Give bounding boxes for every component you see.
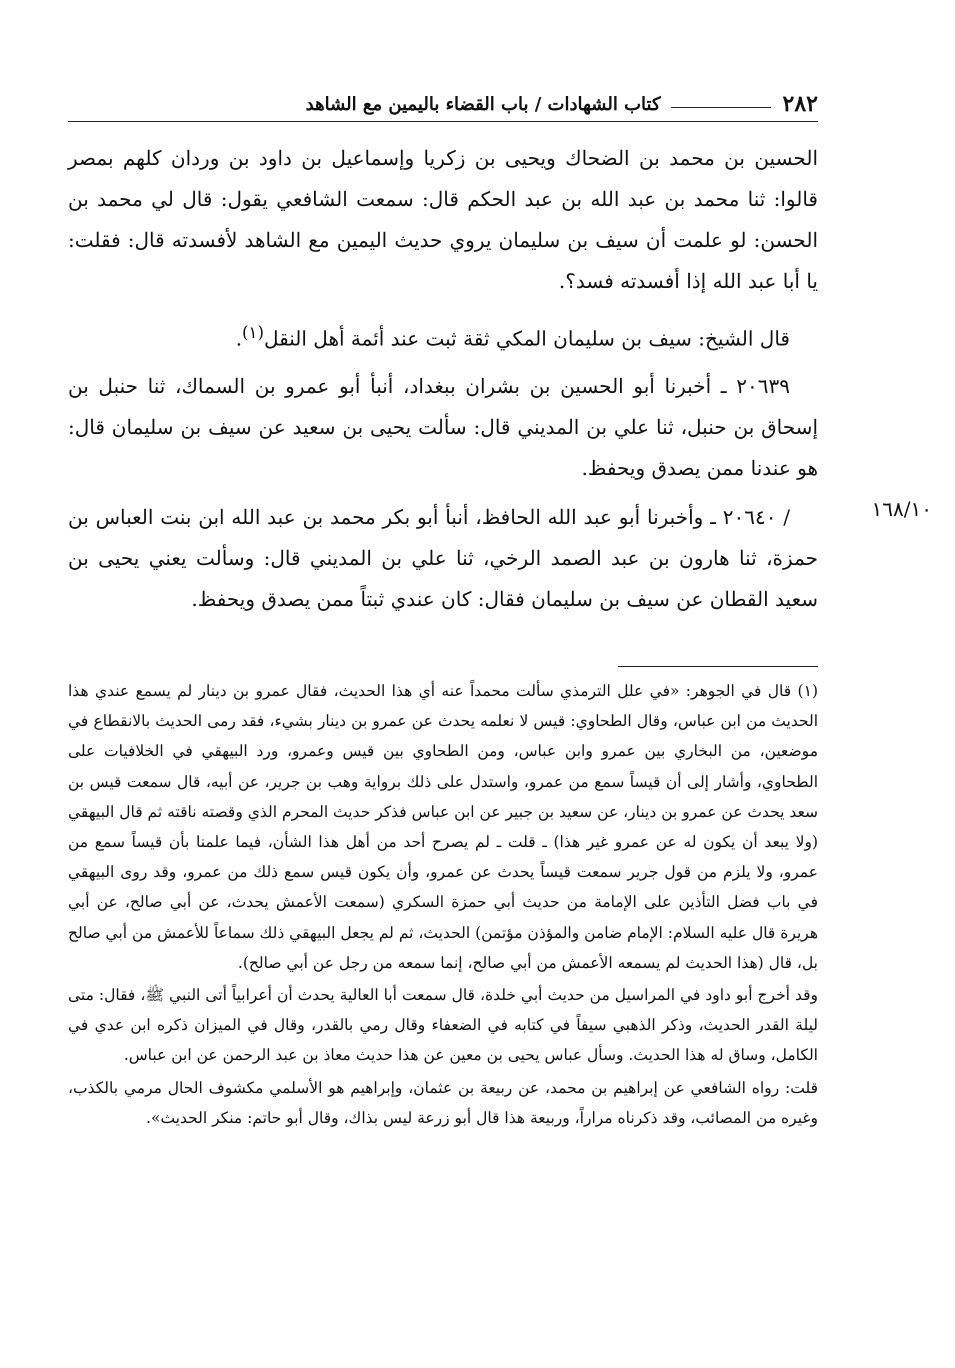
footnotes (68, 676, 818, 1133)
footnote-continuation-shafii: قلت: رواه الشافعي عن إبراهيم بن محمد، عن ربيعة بن عثمان، وإبراهيم هو الأسلمي مكشوف الحال مرمي بالكذب، وغيره من المصائب، وقد ذكرناه مراراً، وربيعة هذا قال أبو زرعة ليس بذاك، وقال أبو حاتم: منكر الحديث». (68, 1078, 818, 1127)
footnote-continuation-abu-dawud: وقد أخرج أبو داود في المراسيل من حديث أبي خلدة، قال سمعت أبا العالية يحدث أن أعرابياً أتى النبي ﷺ، فقال: متى ليلة القدر الحديث، وذكر الذهبي سيفاً في كتابه في الضعفاء وقال رمي بالقدر، وقال في الميزان ذكره ابن عدي في الكامل، وساق له هذا الحديث. وسأل عباس يحيى بن معين عن هذا حديث معاذ بن عبد الرحمن عن ابن عباس. (68, 986, 818, 1065)
margin-reference: ١٦٨/١٠ (871, 497, 932, 521)
footnote-marker: (١) (242, 323, 264, 342)
paragraph-hadith-20639: ٢٠٦٣٩ ـ أخبرنا أبو الحسين بن بشران ببغداد، أنبأ أبو عمرو بن السماك، ثنا حنبل بن إسحاق بن حنبل، ثنا علي بن المديني قال: سألت يحيى بن سعيد عن سيف بن سليمان قال: هو عندنا ممن يصدق ويحفظ. (68, 373, 818, 480)
page-number: ٢٨٢ (782, 91, 818, 117)
footnote-number: (١) (797, 682, 818, 700)
main-text (68, 138, 818, 620)
footnote-1 (68, 676, 818, 978)
sheikh-comment-text: قال الشيخ: سيف بن سليمان المكي ثقة ثبت عند أئمة أهل النقل (264, 326, 790, 351)
running-title: كتاب الشهادات / باب القضاء باليمين مع الشاهد (305, 93, 661, 115)
sheikh-comment-end: . (235, 326, 243, 351)
header-divider (68, 121, 818, 122)
footnote-divider (618, 666, 818, 667)
footnote-1-text: قال في الجوهر: «في علل الترمذي سألت محمداً عنه أي هذا الحديث، فقال عمرو بن دينار لم يسمع عندي هذا الحديث من ابن عباس، وقال الطحاوي: قيس لا نعلمه يحدث عن عمرو بن دينار بشيء، فقد رمى الحديث بالانقطاع في موضعين، من البخاري بين عمرو وابن عباس، ومن الطحاوي بين قيس وعمرو، ورد البيهقي في الخلافيات على الطحاوي، وأشار إلى أن قيساً سمع من عمرو، واستدل على ذلك برواية وهب بن جرير، عن أبيه، قال سمعت قيس بن سعد يحدث عن عمرو بن دينار، عن سعيد بن جبير عن ابن عباس فذكر حديث المحرم الذي وقصته ناقته ثم قال البيهقي (ولا يبعد أن يكون له عن عمرو غير هذا) ـ قلت ـ لم يصرح أحد من أهل هذا الشأن، فيما علمنا بأن قيساً سمع من عمرو، ولا يلزم من قول جرير سمعت قيساً يحدث عن عمرو، وأن يكون قيس سمع ذلك من عمرو، وقد روى البيهقي في باب فضل التأذين على الإمامة من حديث أبي حمزة السكري (سمعت الأعمش يحدث، عن أبي صالح، عن أبي هريرة قال عليه السلام: الإمام ضامن والمؤذن مؤتمن) الحديث، ثم لم يجعل البيهقي ذلك سماعاً للأعمش من أبي صالح بل، قال (هذا الحديث لم يسمعه الأعمش من أبي صالح، إنما سمعه من رجل عن أبي صالح). (68, 682, 818, 972)
header-rule (671, 107, 771, 108)
running-header (68, 88, 818, 120)
paragraph-hadith-20640: / ٢٠٦٤٠ ـ وأخبرنا أبو عبد الله الحافظ، أنبأ أبو بكر محمد بن عبد الله ابن بنت العباس بن حمزة، ثنا هارون بن عبد الصمد الرخي، ثنا علي بن المديني قال: وسألت يعني يحيى بن سعيد القطان عن سيف بن سليمان فقال: كان عندي ثبتاً ممن يصدق ويحفظ. (68, 504, 818, 611)
paragraph-chain-continuation: الحسين بن محمد بن الضحاك ويحيى بن زكريا وإسماعيل بن داود بن وردان كلهم بمصر قالوا: ثنا محمد بن عبد الله بن عبد الحكم قال: سمعت الشافعي يقول: قال لي محمد بن الحسن: لو علمت أن سيف بن سليمان يروي حديث اليمين مع الشاهد لأفسدته قال: فقلت: يا أبا عبد الله إذا أفسدته فسد؟. (68, 146, 818, 293)
paragraph-sheikh-comment (68, 312, 818, 360)
